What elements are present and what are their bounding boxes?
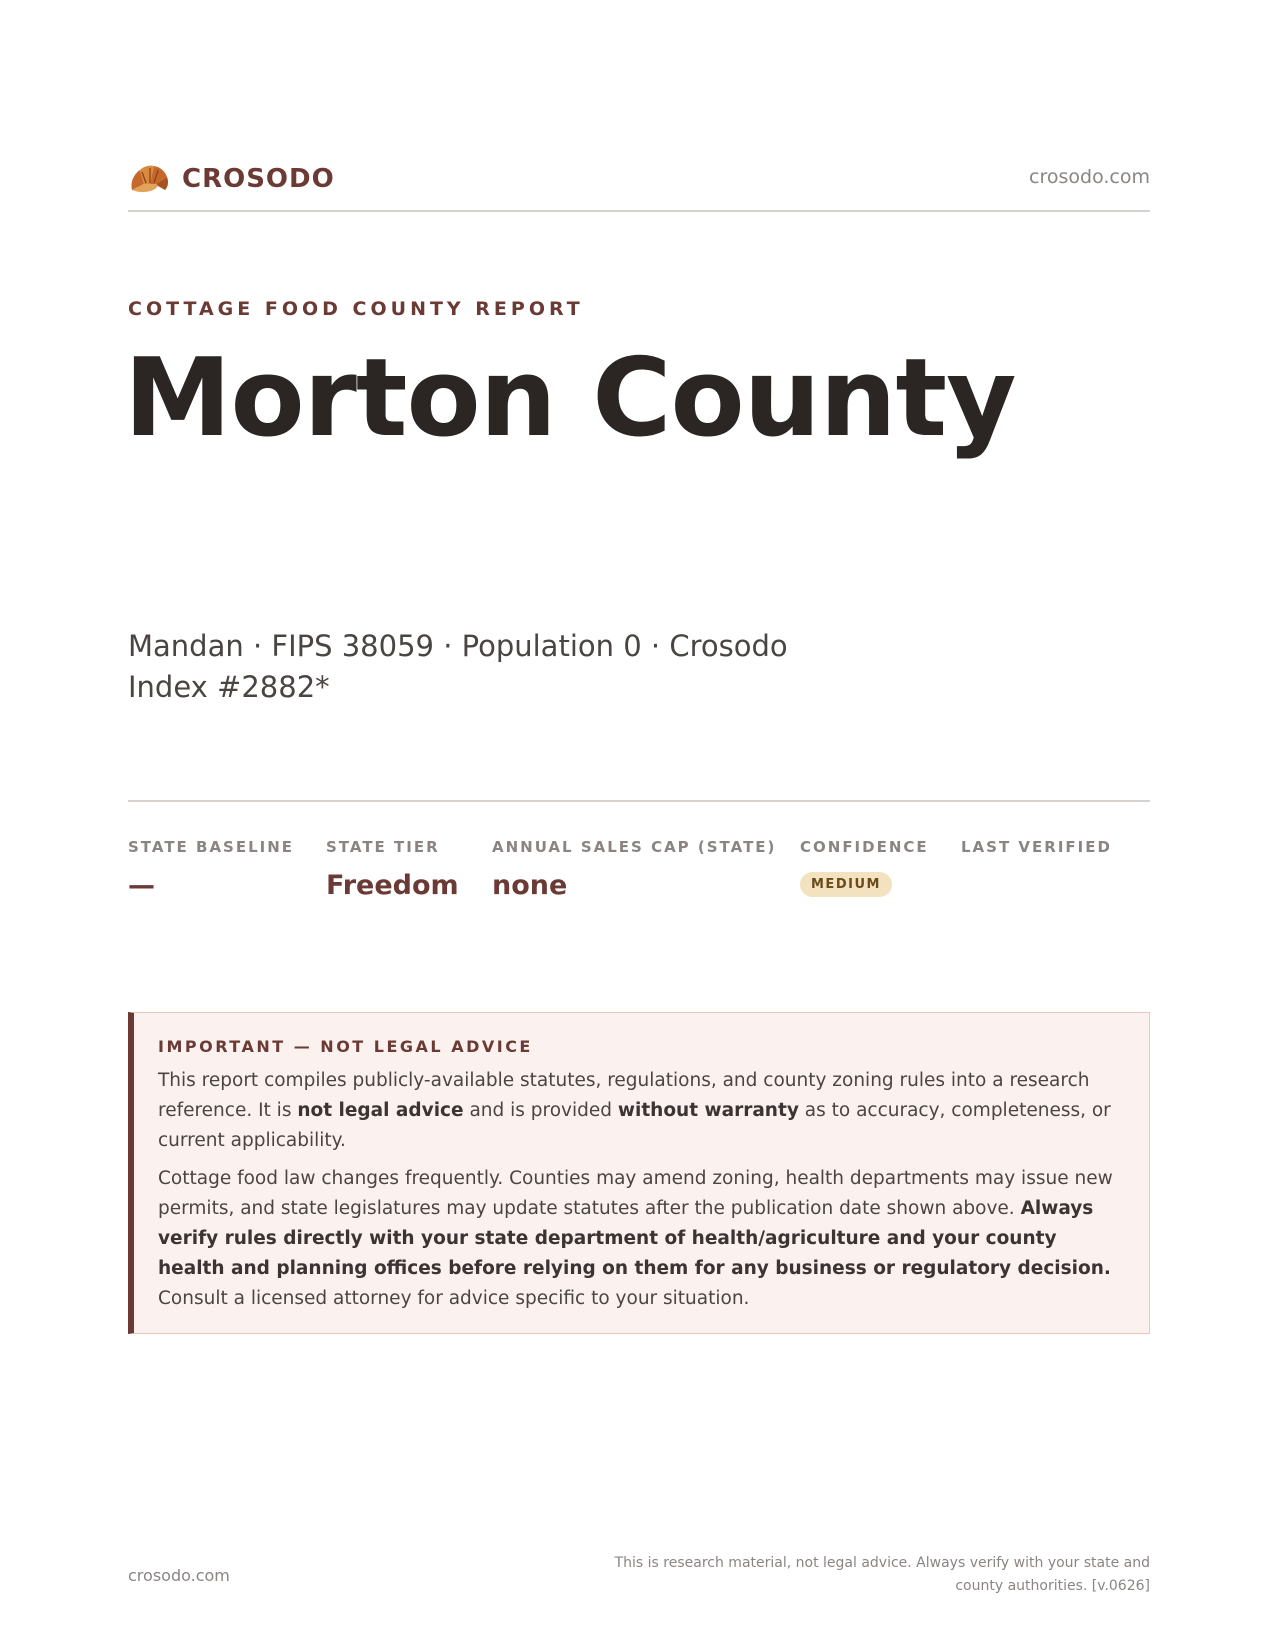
- stat-sales-cap: [492, 838, 776, 901]
- stats-row: [128, 800, 1150, 901]
- notice-text: and is provided: [463, 1100, 618, 1121]
- confidence-badge: MEDIUM: [800, 872, 892, 897]
- footer-disclaimer: This is research material, not legal advice. Always verify with your state and county authorities. [v.0626]: [614, 1555, 1150, 1594]
- report-eyebrow: COTTAGE FOOD COUNTY REPORT: [128, 298, 584, 320]
- stat-label: STATE TIER: [326, 838, 440, 856]
- county-subtitle: Mandan · FIPS 38059 · Population 0 · Crosodo Index #2882*: [128, 629, 788, 704]
- stat-label: CONFIDENCE: [800, 838, 929, 856]
- stat-label: LAST VERIFIED: [961, 838, 1112, 856]
- stat-label: STATE BASELINE: [128, 838, 295, 856]
- brand-name: CROSODO: [182, 164, 335, 194]
- brand: [128, 160, 335, 198]
- stat-state-tier: [326, 838, 459, 901]
- notice-paragraph: [158, 1066, 1123, 1156]
- stat-value: —: [128, 870, 155, 901]
- notice-emphasis: Always verify rules directly with your state department of health/agriculture and your county health and planning offices before relying on them for any business or regulatory decision.: [158, 1198, 1111, 1279]
- stat-confidence: [800, 838, 929, 897]
- footer-site-url[interactable]: crosodo.com: [128, 1566, 230, 1585]
- notice-emphasis: without warranty: [617, 1100, 799, 1121]
- notice-title: IMPORTANT — NOT LEGAL ADVICE: [158, 1037, 533, 1056]
- page-title: Morton County: [124, 336, 1016, 461]
- stat-label: ANNUAL SALES CAP (STATE): [492, 838, 777, 856]
- notice-text: Cottage food law changes frequently. Counties may amend zoning, health departments may issue new permits, and state legislatures may update statutes after the publication date shown above.: [158, 1168, 1113, 1219]
- site-url[interactable]: crosodo.com: [1029, 166, 1150, 188]
- report-page: [124, 0, 1150, 1650]
- croissant-icon: [128, 160, 170, 198]
- notice-emphasis: not legal advice: [297, 1100, 464, 1121]
- notice-text: This report compiles publicly-available statutes, regulations, and county zoning rules into a research reference. It is: [158, 1070, 1090, 1121]
- page-header: [128, 156, 1150, 212]
- notice-text: Consult a licensed attorney for advice specific to your situation.: [158, 1288, 750, 1309]
- notice-text: as to accuracy, completeness, or current applicability.: [158, 1100, 1111, 1151]
- stat-value: none: [492, 870, 568, 901]
- stat-value: Freedom: [326, 870, 459, 901]
- legal-notice: [128, 1012, 1150, 1334]
- stat-last-verified: [961, 838, 1112, 870]
- stat-state-baseline: [128, 838, 294, 901]
- notice-paragraph: [158, 1164, 1123, 1314]
